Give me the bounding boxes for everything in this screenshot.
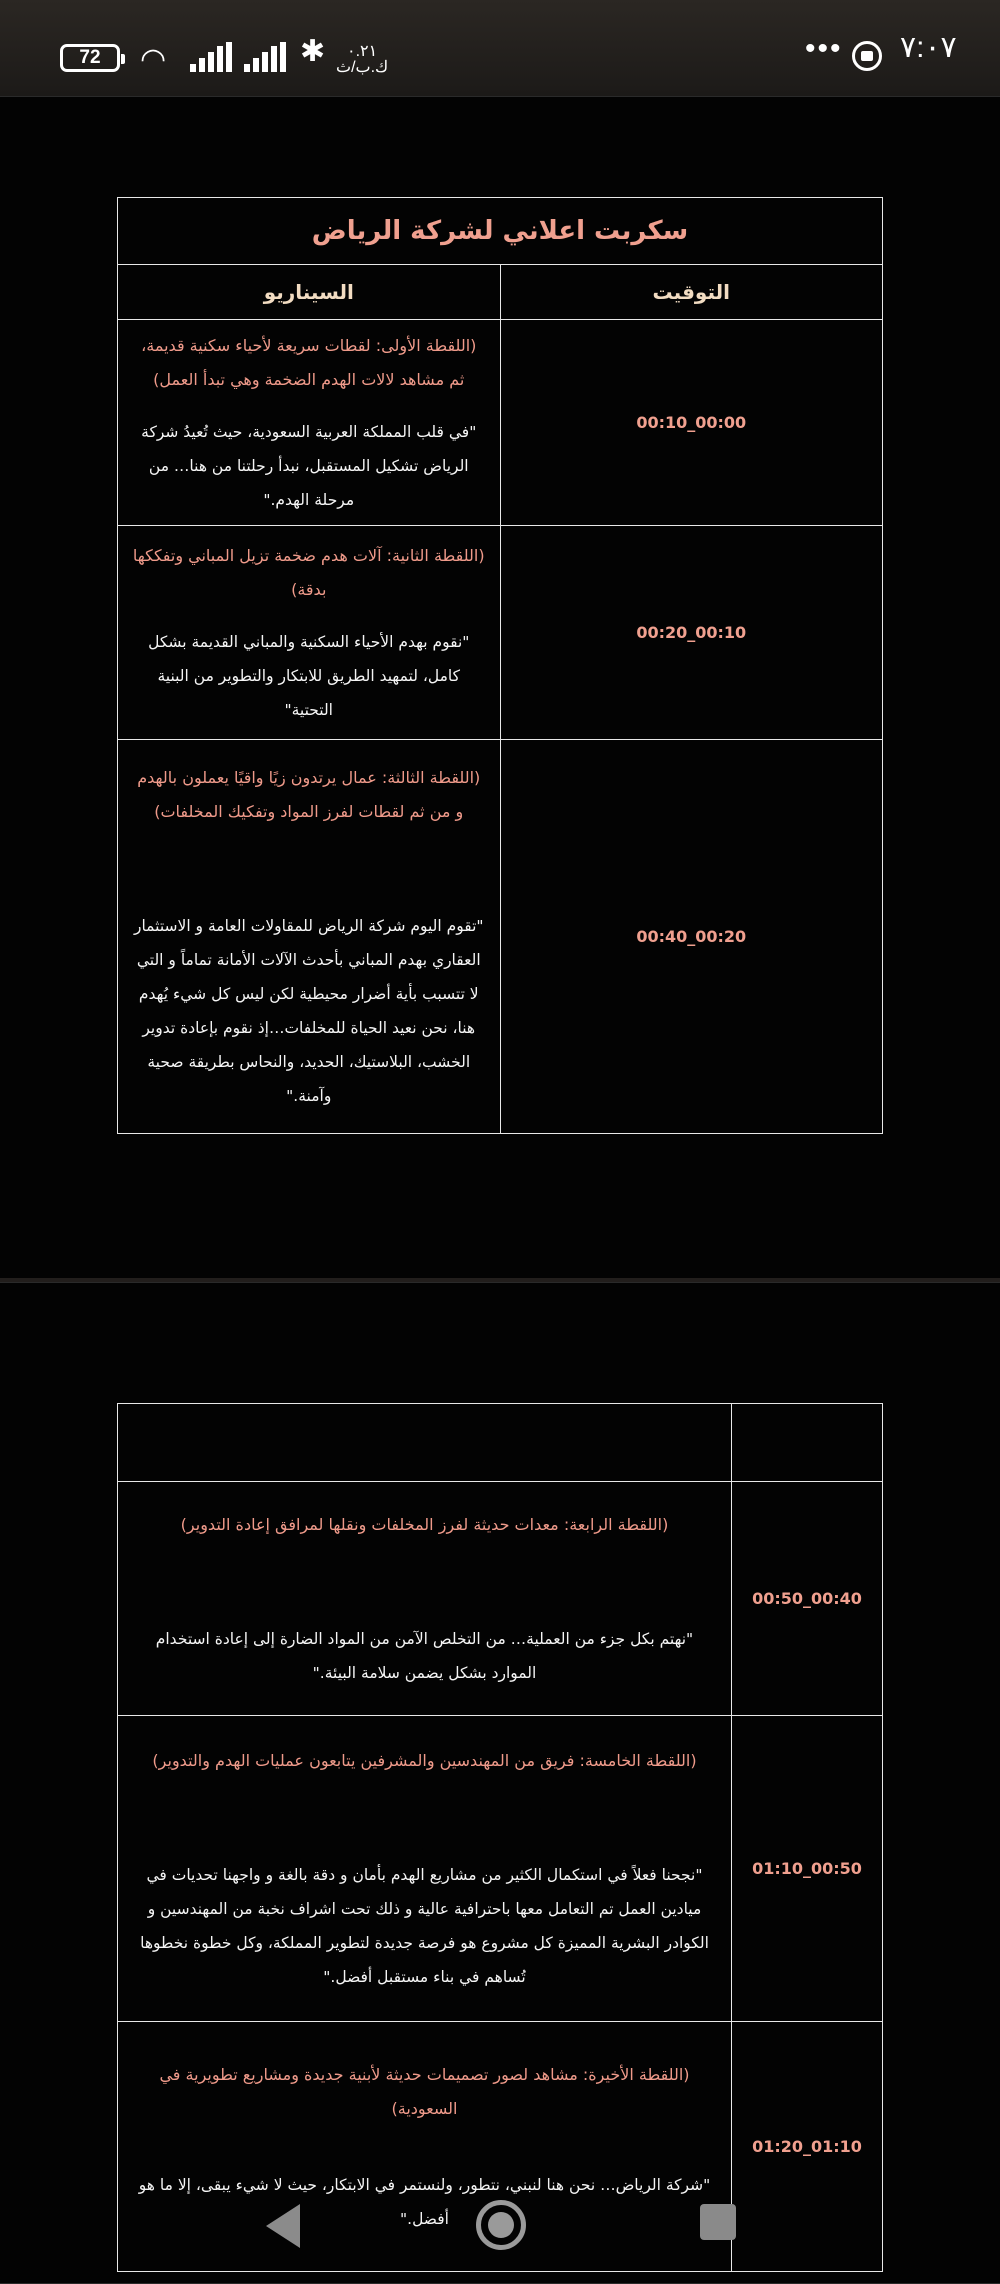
- voiceover-text: "نجحنا فعلاً في استكمال الكثير من مشاريع الهدم بأمان و دقة بالغة و واجهنا تحديات في ميادين العمل تم التعامل معها باحترافية عالية و ذلك تحت اشراف نخبة من المهندسين و الكوادر البشرية المميزة كل مشروع هو فرصة جديدة لتطوير المملكة، وكل خطوة نخطوها تُساهم في بناء مستقبل أفضل.": [140, 1865, 709, 1986]
- bluetooth-icon: ✱: [300, 35, 326, 68]
- empty-cell: [118, 1404, 732, 1482]
- network-speed: [336, 44, 388, 76]
- row-scenario: [118, 740, 501, 1134]
- shot-description: (اللقطة الرابعة: معدات حديثة لفرز المخلفات ونقلها لمرافق إعادة التدوير): [180, 1514, 669, 1534]
- row-timing: 00:40_00:20: [500, 740, 883, 1134]
- table-row: [118, 526, 883, 740]
- clock: ٧:٠٧: [900, 31, 957, 64]
- battery-icon: 72: [60, 44, 120, 72]
- recent-apps-icon[interactable]: [700, 2204, 736, 2240]
- table-row: [118, 740, 883, 1134]
- row-scenario: [118, 1482, 732, 1716]
- shot-description: (اللقطة الأولى: لقطات سريعة لأحياء سكنية قديمة، ثم مشاهد لالات الهدم الضخمة وهي تبدأ العمل): [141, 335, 477, 389]
- network-speed-value: ٠.٢١: [346, 43, 378, 60]
- script-table: [117, 197, 883, 1134]
- row-timing: 00:20_00:10: [500, 526, 883, 740]
- signal-strength-icon: [244, 40, 290, 72]
- more-notifications-icon: •••: [805, 32, 843, 65]
- shot-description: (اللقطة الثانية: آلات هدم ضخمة تزيل المباني وتفككها بدقة): [132, 545, 485, 599]
- shot-description: (اللقطة الأخيرة: مشاهد لصور تصميمات حديثة لأبنية جديدة ومشاريع تطويرية في السعودية): [159, 2064, 690, 2118]
- table-row: [118, 320, 883, 526]
- table-title: سكربت اعلاني لشركة الرياض: [118, 198, 883, 265]
- script-table-continued: [117, 1403, 883, 2272]
- status-bar: [0, 0, 1000, 96]
- voiceover-text: "نهتم بكل جزء من العملية… من التخلص الآمن من المواد الضارة إلى إعادة استخدام الموارد بشكل يضمن سلامة البيئة.": [155, 1629, 694, 1682]
- document-page-1: [0, 96, 1000, 1280]
- row-timing: 00:50_00:40: [732, 1482, 883, 1716]
- row-timing: 01:10_00:50: [732, 1716, 883, 2022]
- screen-record-icon[interactable]: [852, 41, 882, 71]
- home-icon[interactable]: [476, 2200, 526, 2250]
- document-page-2: [0, 1282, 1000, 2284]
- voiceover-text: "نقوم بهدم الأحياء السكنية والمباني القديمة بشكل كامل، لتمهيد الطريق للابتكار والتطوير من البنية التحتية": [148, 632, 470, 719]
- network-speed-unit: ك.ب/ث: [336, 59, 389, 76]
- back-icon[interactable]: [266, 2204, 300, 2248]
- wifi-icon: ◠: [140, 43, 167, 76]
- shot-description: (اللقطة الثالثة: عمال يرتدون زيًا واقيًا يعملون بالهدم و من ثم لقطات لفرز المواد وتفكيك المخلفات): [137, 767, 481, 821]
- shot-description: (اللقطة الخامسة: فريق من المهندسين والمشرفين يتابعون عمليات الهدم والتدوير): [152, 1750, 697, 1770]
- row-scenario: [118, 526, 501, 740]
- voiceover-text: "تقوم اليوم شركة الرياض للمقاولات العامة و الاستثمار العقاري بهدم المباني بأحدث الآلات الأمانة تماماً و التي لا تتسبب بأية أضرار محيطية لكن ليس كل شيء يُهدم هنا، نحن نعيد الحياة للمخلفات…إذ نقوم بإعادة تدوير الخشب، البلاستيك، الحديد، والنحاس بطريقة صحية وآمنة.": [133, 916, 484, 1105]
- row-timing: 01:20_01:10: [732, 2022, 883, 2272]
- table-row-empty: [118, 1404, 883, 1482]
- voiceover-text: "شركة الرياض… نحن هنا لنبني، نتطور، ولنستمر في الابتكار، حيث لا شيء يبقى، إلا ما هو أفضل.": [138, 2175, 711, 2228]
- table-row: [118, 1482, 883, 1716]
- row-timing: 00:10_00:00: [500, 320, 883, 526]
- voiceover-text: "في قلب المملكة العربية السعودية، حيث تُعيدُ شركة الرياض تشكيل المستقبل، نبدأ رحلتنا من هنا… من مرحلة الهدم.": [141, 422, 477, 509]
- column-header-scenario: السيناريو: [118, 265, 501, 320]
- column-header-timing: التوقيت: [500, 265, 883, 320]
- row-scenario: [118, 320, 501, 526]
- empty-cell: [732, 1404, 883, 1482]
- row-scenario: [118, 1716, 732, 2022]
- signal-strength-icon: [190, 40, 236, 72]
- navigation-bar: [0, 2190, 1000, 2278]
- table-row: [118, 1716, 883, 2022]
